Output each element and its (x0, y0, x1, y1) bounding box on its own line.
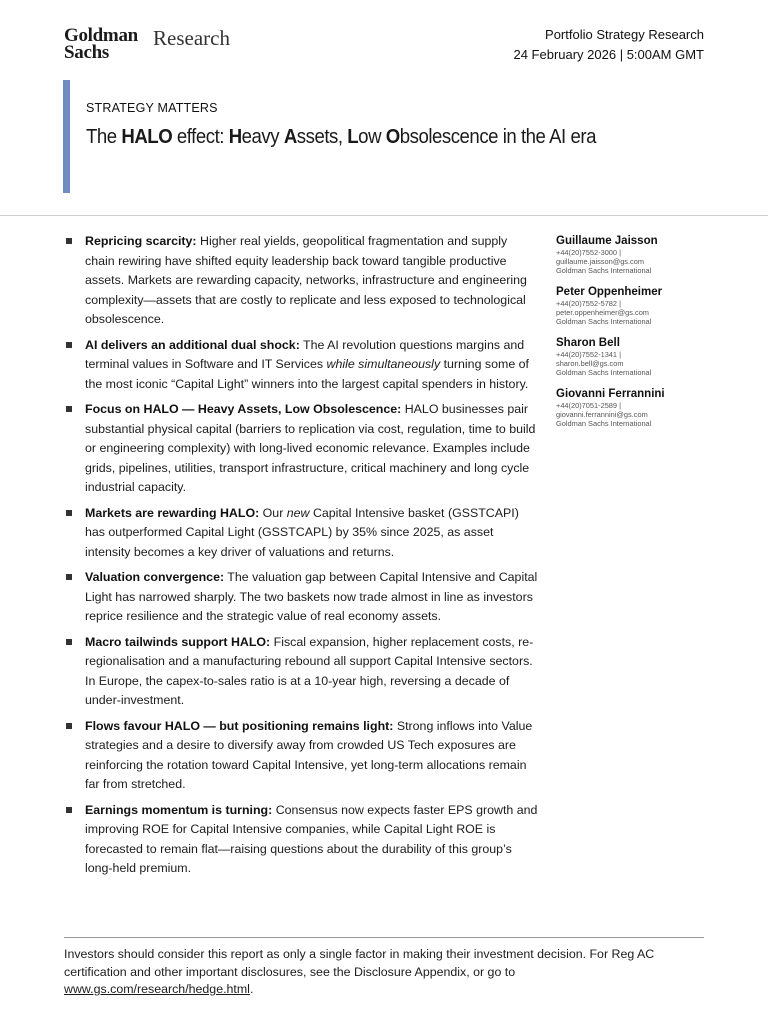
bullet-lead: Focus on HALO — Heavy Assets, Low Obsolescence: (85, 402, 402, 416)
author-phone: +44(20)7051-2589 | (556, 401, 621, 410)
bullet-emphasis: while simultaneously (326, 357, 441, 371)
bullet-emphasis: new (286, 505, 310, 520)
footer-divider (64, 937, 704, 938)
bullet-lead: Markets are rewarding HALO: (85, 505, 260, 520)
author-entity: Goldman Sachs International (556, 419, 652, 428)
title-part: The (86, 126, 122, 148)
key-points-list (64, 232, 538, 885)
bullet-square-icon (66, 723, 72, 729)
author-name: Guillaume Jaisson (556, 235, 658, 247)
author-phone: +44(20)7552-5782 | (556, 299, 621, 308)
bullet-text: HALO businesses pair substantial physical capital (barriers to replication via cost, regulation, time to build or engineering complexity) with long-lived economic relevance. Examples include grids, pipelines, utilities, transport infrastructure, critical machinery and long cycle industrial capacity. (85, 402, 536, 494)
logo-line-2: Sachs (64, 42, 109, 63)
bullet-square-icon (66, 510, 72, 516)
bullet-lead: Flows favour HALO — but positioning remains light: (85, 718, 394, 733)
publication-name: Portfolio Strategy Research (545, 27, 704, 42)
bullet-text: The AI revolution questions margins and terminal values in Software and IT Services (85, 337, 525, 371)
author-email[interactable]: sharon.bell@gs.com (556, 359, 624, 368)
title-accent-bar (63, 80, 70, 193)
bullet-lead: Earnings momentum is turning: (85, 802, 273, 817)
title-part: bsolescence in the AI era (399, 126, 596, 148)
bullet-lead: Macro tailwinds support HALO: (85, 634, 271, 649)
title-letter: O (385, 126, 400, 148)
title-acronym: HALO (121, 126, 173, 148)
author-entity: Goldman Sachs International (556, 317, 652, 326)
bullet-text: turning some of the most iconic “Capital Light” winners into the largest capital spenders in history. (85, 357, 529, 391)
bullet-item (64, 568, 538, 627)
author-entity: Goldman Sachs International (556, 368, 652, 377)
title-part: ssets, (296, 126, 348, 148)
page-title (86, 126, 596, 149)
bullet-text: Strong inflows into Value strategies and a desire to diversify away from crowded US Tech exposures are reinforcing the rotation toward Capital Intensive, yet long-term allocations remain far from stretched. (85, 718, 533, 791)
bullet-text: The valuation gap between Capital Intensive and Capital Light has narrowed sharply. The two baskets now trade almost in line as investors reprice resilience and the strategic value of real economy assets. (85, 570, 538, 623)
bullet-item (64, 232, 538, 330)
bullet-item (64, 400, 538, 498)
bullet-text: Consensus now expects faster EPS growth and improving ROE for Capital Intensive companies, while Capital Light ROE is forecasted to remain flat—raising questions about the durability of this group’s long-held premium. (85, 802, 538, 875)
author-list (556, 234, 716, 438)
bullet-item (64, 717, 538, 795)
bullet-square-icon (66, 238, 72, 244)
report-meta (513, 25, 704, 65)
bullet-text: Capital Intensive basket (GSSTCAPI) has outperformed Capital Light (GSSTCAPL) by 35% since 2025, as asset intensity becomes a key driver of valuations and returns. (85, 505, 519, 559)
author-entity: Goldman Sachs International (556, 266, 652, 275)
bullet-square-icon (66, 639, 72, 645)
bullet-text: Higher real yields, geopolitical fragmentation and supply chain rewiring have shifted equity leadership back toward tangible productive assets. Markets are rewarding capacity, networks, infrastructure and engineering complexity—assets that are costly to replicate and less exposed to technological obsolescence. (85, 234, 527, 326)
author-name: Sharon Bell (556, 337, 620, 349)
bullet-square-icon (66, 807, 72, 813)
title-part: effect: (172, 126, 229, 148)
bullet-item (64, 801, 538, 879)
author-phone: +44(20)7552-3000 | (556, 248, 621, 257)
bullet-item (64, 504, 538, 563)
section-label: STRATEGY MATTERS (86, 101, 218, 115)
disclosure-link[interactable]: www.gs.com/research/hedge.html (64, 982, 250, 996)
bullet-text: Fiscal expansion, higher replacement costs, re-regionalisation and a manufacturing rebound all support Capital Intensive sectors. In Europe, the capex-to-sales ratio is at a 10-year high, reversing a decade of under-investment. (85, 634, 534, 707)
bullet-square-icon (66, 406, 72, 412)
goldman-sachs-logo (64, 25, 230, 63)
author-email[interactable]: guillaume.jaisson@gs.com (556, 257, 645, 266)
bullet-lead: Repricing scarcity: (85, 234, 197, 248)
author-name: Peter Oppenheimer (556, 286, 663, 298)
bullet-lead: AI delivers an additional dual shock: (85, 337, 300, 352)
publication-date: 24 February 2026 | 5:00AM GMT (513, 47, 704, 62)
author-card (556, 285, 716, 326)
author-card (556, 336, 716, 377)
bullet-item (64, 336, 538, 395)
title-part: eavy (241, 126, 284, 148)
bullet-text: Our (259, 505, 287, 520)
header-divider (0, 215, 768, 216)
logo-research-label: Research (153, 26, 230, 50)
bullet-square-icon (66, 342, 72, 348)
author-card (556, 234, 716, 275)
bullet-square-icon (66, 574, 72, 580)
author-email[interactable]: giovanni.ferrannini@gs.com (556, 410, 648, 419)
disclosure-text: Investors should consider this report as only a single factor in making their investment decision. For Reg AC certification and other important disclosures, see the Disclosure Appendix, or go to (64, 947, 655, 979)
logo-line-1: Goldman (64, 25, 138, 46)
title-part: ow (358, 126, 386, 148)
author-phone: +44(20)7552-1341 | (556, 350, 621, 359)
author-email[interactable]: peter.oppenheimer@gs.com (556, 308, 649, 317)
title-letter: A (283, 126, 297, 148)
author-name: Giovanni Ferrannini (556, 388, 665, 400)
title-letter: H (228, 126, 242, 148)
title-letter: L (347, 126, 359, 148)
disclosure-end: . (249, 982, 254, 996)
bullet-item (64, 633, 538, 711)
author-card (556, 387, 716, 428)
logo-wordmark (64, 27, 138, 61)
disclosure-note (64, 946, 704, 999)
bullet-lead: Valuation convergence: (85, 570, 225, 584)
